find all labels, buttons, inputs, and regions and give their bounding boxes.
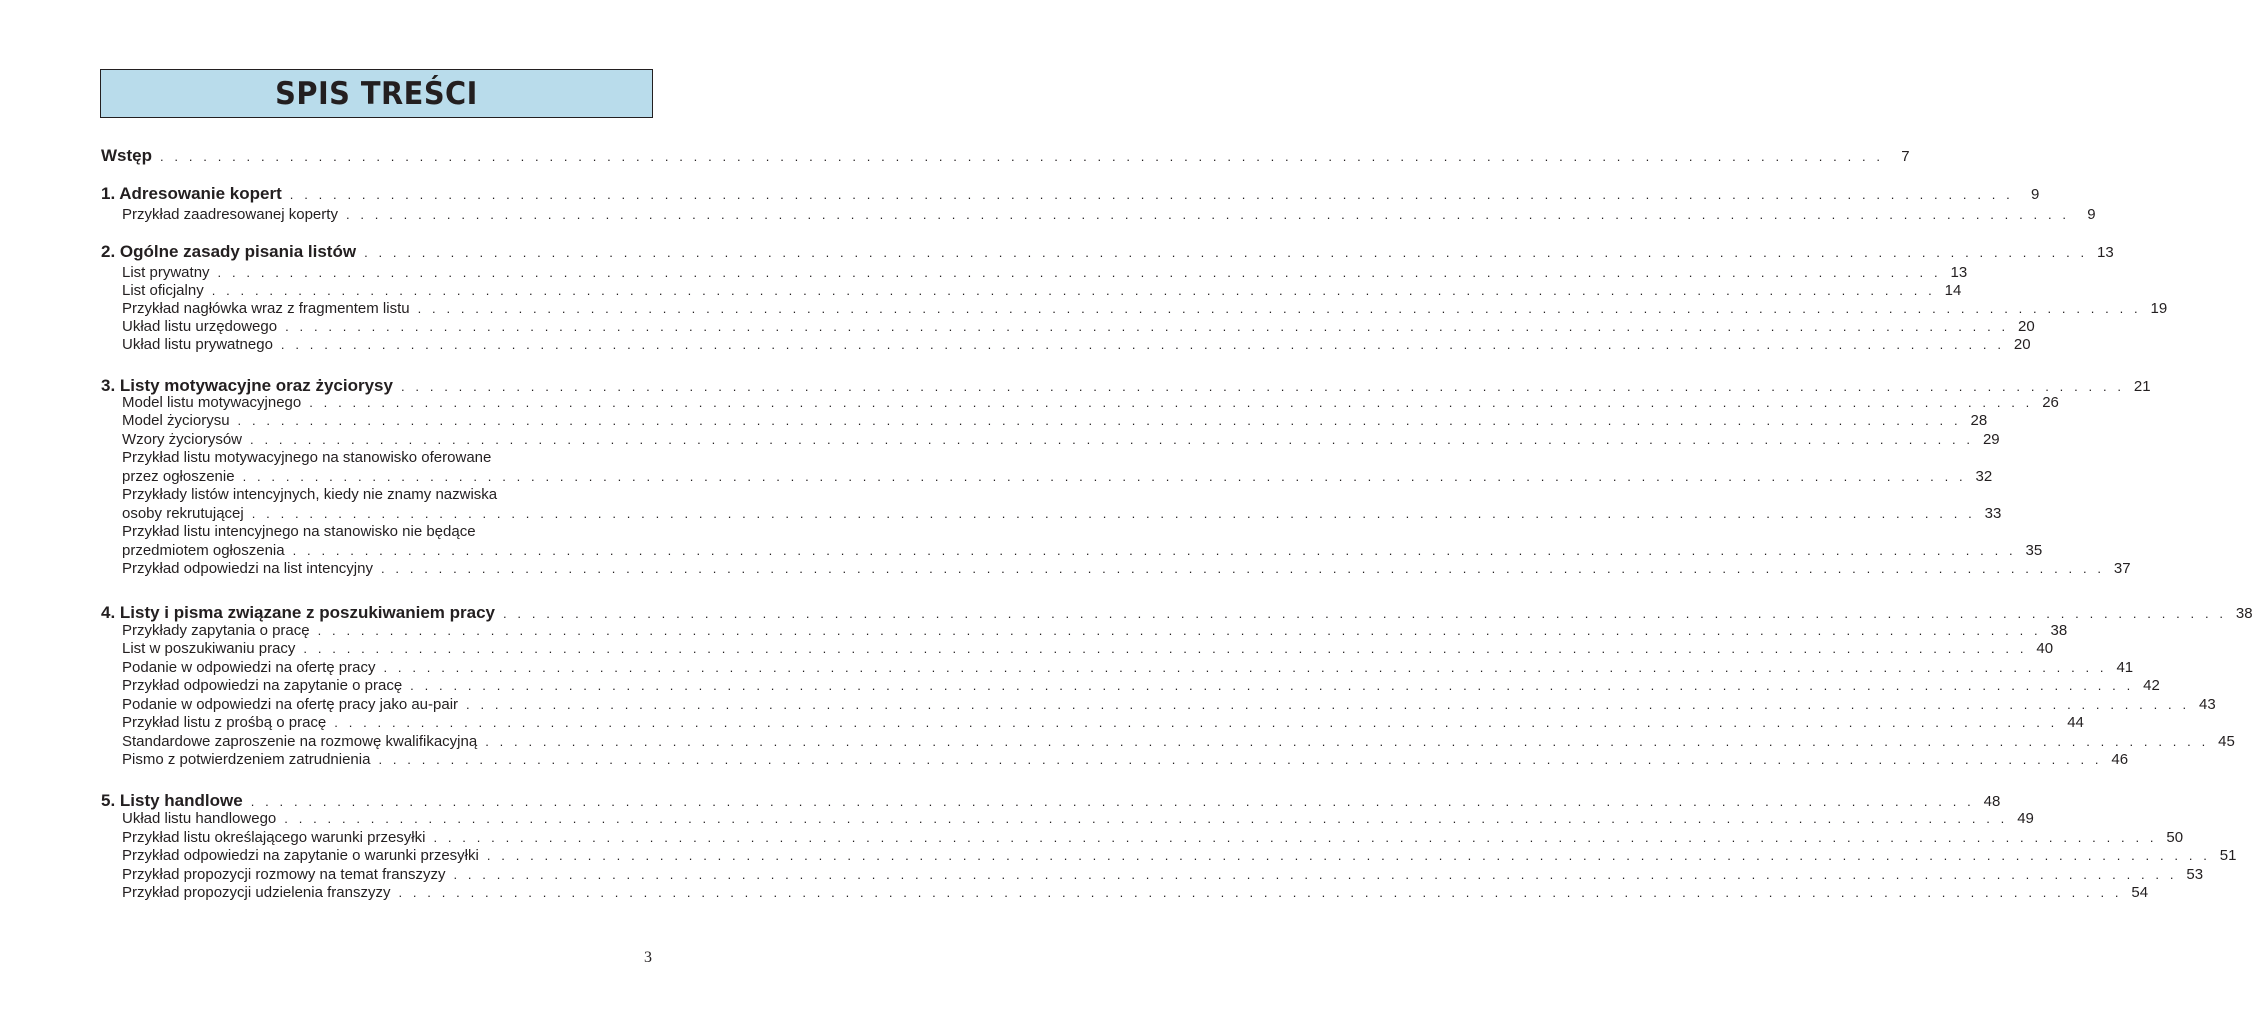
toc-subentry xyxy=(122,810,2034,827)
dot-leader: . . . . . . . . . . . . . . . . . . . . . . . . . . . . . . . . . . . . . . . . . . . . . . . . . . . . . . . . . . . . . . . . . . . . . . . . . . . . . . . . . . . . . . . . . . . . . . . . . . . . . . . . . . . . . . . . . . . . . . . . xyxy=(242,469,1967,484)
toc-subentry xyxy=(122,640,2054,657)
toc-entry-title: Przykłady listów intencyjnych, kiedy nie znamy nazwiska xyxy=(122,486,498,503)
toc-page-number: 38 xyxy=(2235,605,2253,622)
dot-leader: . . . . . . . . . . . . . . . . . . . . . . . . . . . . . . . . . . . . . . . . . . . . . . . . . . . . . . . . . . . . . . . . . . . . . . . . . . . . . . . . . . . . . . . . . . . . . . . . . . . . . . . . . . . . . . . . . . . . . . . . xyxy=(309,395,2033,410)
dot-leader: . . . . . . . . . . . . . . . . . . . . . . . . . . . . . . . . . . . . . . . . . . . . . . . . . . . . . . . . . . . . . . . . . . . . . . . . . . . . . . . . . . . . . . . . . . . . . . . . . . . . . . . . . . . . . . . . . . . . . . . . xyxy=(250,794,1975,809)
dot-leader: . . . . . . . . . . . . . . . . . . . . . . . . . . . . . . . . . . . . . . . . . . . . . . . . . . . . . . . . . . . . . . . . . . . . . . . . . . . . . . . . . . . . . . . . . . . . . . . . . . . . . . . . . . . . . . . . . . . . . . . . xyxy=(251,506,1976,521)
toc-subentry xyxy=(122,412,1988,429)
toc-subentry xyxy=(122,696,2216,713)
toc-chapter-entry xyxy=(101,184,2040,204)
toc-entry-title: Pismo z potwierdzeniem zatrudnienia xyxy=(122,751,371,768)
page-number: 3 xyxy=(644,949,652,966)
dot-leader: . . . . . . . . . . . . . . . . . . . . . . . . . . . . . . . . . . . . . . . . . . . . . . . . . . . . . . . . . . . . . . . . . . . . . . . . . . . . . . . . . . . . . . . . . . . . . . . . . . . . . . . . . . . . . . . . . . . . . . . . xyxy=(345,207,2070,222)
toc-subentry xyxy=(122,282,1962,299)
dot-leader: . . . . . . . . . . . . . . . . . . . . . . . . . . . . . . . . . . . . . . . . . . . . . . . . . . . . . . . . . . . . . . . . . . . . . . . . . . . . . . . . . . . . . . . . . . . . . . . . . . . . . . . . . . . . . . . . . . . . . . . . xyxy=(398,885,2123,900)
toc-subentry xyxy=(122,394,2059,411)
toc-subentry xyxy=(122,829,2184,846)
toc-entry-title: Wzory życiorysów xyxy=(122,431,243,448)
toc-entry-title: Przykład propozycji rozmowy na temat franszyzy xyxy=(122,866,446,883)
toc-entry-title: Przykład zaadresowanej koperty xyxy=(122,206,338,223)
toc-subentry xyxy=(122,659,2134,676)
toc-entry-title: przez ogłoszenie xyxy=(122,468,235,485)
toc-page-number: 7 xyxy=(1901,148,1910,165)
dot-leader: . . . . . . . . . . . . . . . . . . . . . . . . . . . . . . . . . . . . . . . . . . . . . . . . . . . . . . . . . . . . . . . . . . . . . . . . . . . . . . . . . . . . . . . . . . . . . . . . . . . . . . . . . . . . . . . . . . . . . . . . xyxy=(285,319,2009,334)
toc-entry-title: List w poszukiwaniu pracy xyxy=(122,640,296,657)
dot-leader: . . . . . . . . . . . . . . . . . . . . . . . . . . . . . . . . . . . . . . . . . . . . . . . . . . . . . . . . . . . . . . . . . . . . . . . . . . . . . . . . . . . . . . . . . . . . . . . . . . . . . . . . . . . . . . . . . . . . . . . . xyxy=(410,678,2134,693)
toc-entry-title: 5. Listy handlowe xyxy=(101,791,243,810)
toc-subentry xyxy=(122,431,2000,448)
dot-leader: . . . . . . . . . . . . . . . . . . . . . . . . . . . . . . . . . . . . . . . . . . . . . . . . . . . . . . . . . . . . . . . . . . . . . . . . . . . . . . . . . . . . . . . . . . . . . . . . . . . . . . . . . . . . . . . . . . . . . . . . xyxy=(211,283,1936,298)
dot-leader: . . . . . . . . . . . . . . . . . . . . . . . . . . . . . . . . . . . . . . . . . . . . . . . . . . . . . . . . . . . . . . . . . . . . . . . . . . . . . . . . . . . . . . . . . . . . . . . . . . . . . . . . . . . . . . . . . . . . . . . . xyxy=(317,623,2042,638)
toc-page-number: 9 xyxy=(2087,206,2096,223)
toc-subentry xyxy=(122,318,2035,335)
toc-page-number: 38 xyxy=(2050,622,2068,639)
toc-entry-title: Podanie w odpowiedzi na ofertę pracy xyxy=(122,659,376,676)
toc-entry-title: List oficjalny xyxy=(122,282,204,299)
toc-entry-title: 4. Listy i pisma związane z poszukiwaniem pracy xyxy=(101,603,495,622)
toc-page-number: 42 xyxy=(2143,677,2160,694)
dot-leader: . . . . . . . . . . . . . . . . . . . . . . . . . . . . . . . . . . . . . . . . . . . . . . . . . . . . . . . . . . . . . . . . . . . . . . . . . . . . . . . . . . . . . . . . . . . . . . . . . . . . . . . . . . . . . . . . . . . . . . . . xyxy=(466,697,2190,712)
toc-subentry xyxy=(122,560,2131,577)
dot-leader: . . . . . . . . . . . . . . . . . . . . . . . . . . . . . . . . . . . . . . . . . . . . . . . . . . . . . . . . . . . . . . . . . . . . . . . . . . . . . . . . . . . . . . . . . . . . . . . . . . . . . . . . . . . . . . . . . . . . . . . . xyxy=(284,811,2008,826)
toc-entry-title: Przykłady zapytania o pracę xyxy=(122,622,310,639)
toc-subentry xyxy=(122,733,2235,750)
toc-page-number: 43 xyxy=(2198,696,2216,713)
dot-leader: . . . . . . . . . . . . . . . . . . . . . . . . . . . . . . . . . . . . . . . . . . . . . . . . . . . . . . . . . . . . . . . . . . . . . . . . . . . . . . . . . . . . . . . . . . . . . . . . . . . . . . . . . . . . . . . . . . . . . . . . xyxy=(217,265,1942,280)
toc-subentry xyxy=(122,206,2096,223)
toc-subentry xyxy=(122,505,2002,522)
toc-page-number: 13 xyxy=(1950,264,1968,281)
toc-subentry xyxy=(122,542,2043,559)
dot-leader: . . . . . . . . . . . . . . . . . . . . . . . . . . . . . . . . . . . . . . . . . . . . . . . . . . . . . . . . . . . . . . . . . . . . . . . . . . . . . . . . . . . . . . . . . . . . . . . . . . . . . . . . . . . . . . . . . . . . . . . . xyxy=(289,187,2014,202)
toc-subentry xyxy=(122,714,2084,731)
toc-entry-title: Model życiorysu xyxy=(122,412,230,429)
toc-page-number: 20 xyxy=(2013,336,2031,353)
toc-entry-title: Przykład odpowiedzi na list intencyjny xyxy=(122,560,373,577)
toc-entry-title: Układ listu urzędowego xyxy=(122,318,278,335)
dot-leader: . . . . . . . . . . . . . . . . . . . . . . . . . . . . . . . . . . . . . . . . . . . . . . . . . . . . . . . . . . . . . . . . . . . . . . . . . . . . . . . . . . . . . . . . . . . . . . . . . . . . . . . . . . . . . . . . . . . . . . . . xyxy=(383,660,2108,675)
toc-entry-title: Wstęp xyxy=(101,146,152,165)
toc-page-number: 45 xyxy=(2218,733,2235,750)
toc-page-number: 19 xyxy=(2150,300,2168,317)
dot-leader: . . . . . . . . . . . . . . . . . . . . . . . . . . . . . . . . . . . . . . . . . . . . . . . . . . . . . . . . . . . . . . . . . . . . . . . . . . . . . . . . . . . . . . . . . . . . . . . . . . . . . . . . . . . . . . . . . . . . . . . . xyxy=(417,301,2142,316)
toc-page-number: 49 xyxy=(2017,810,2034,827)
toc-page-number: 29 xyxy=(1982,431,2000,448)
toc-page-number: 54 xyxy=(2131,884,2149,901)
toc-subentry xyxy=(122,751,2129,768)
toc-entry-title: osoby rekrutującej xyxy=(122,505,244,522)
toc-entry-title: Model listu motywacyjnego xyxy=(122,394,302,411)
toc-page-number: 51 xyxy=(2219,847,2237,864)
toc-chapter-entry xyxy=(101,146,1910,166)
toc-entry-title: Przykład odpowiedzi na zapytanie o pracę xyxy=(122,677,403,694)
toc-entry-title: Przykład propozycji udzielenia franszyzy xyxy=(122,884,391,901)
toc-entry-title: Podanie w odpowiedzi na ofertę pracy jako au-pair xyxy=(122,696,459,713)
toc-page-number: 53 xyxy=(2186,866,2204,883)
toc-subentry xyxy=(122,622,2068,639)
toc-page-number: 46 xyxy=(2111,751,2129,768)
dot-leader: . . . . . . . . . . . . . . . . . . . . . . . . . . . . . . . . . . . . . . . . . . . . . . . . . . . . . . . . . . . . . . . . . . . . . . . . . . . . . . . . . . . . . . . . . . . . . . . . . . . . . . . . . . . . . . . . . . . . . . . . xyxy=(453,867,2178,882)
toc-page-number: 13 xyxy=(2097,244,2114,261)
dot-leader: . . . . . . . . . . . . . . . . . . . . . . . . . . . . . . . . . . . . . . . . . . . . . . . . . . . . . . . . . . . . . . . . . . . . . . . . . . . . . . . . . . . . . . . . . . . . . . . . . . . . . . . . . . . . . . . . . . . . . . . . xyxy=(237,413,1962,428)
toc-subentry xyxy=(122,336,2031,353)
toc-page-number: 50 xyxy=(2166,829,2184,846)
dot-leader: . . . . . . . . . . . . . . . . . . . . . . . . . . . . . . . . . . . . . . . . . . . . . . . . . . . . . . . . . . . . . . . . . . . . . . . . . . . . . . . . . . . . . . . . . . . . . . . . . . . . . . . . . . . . . . . . . . . . . . . . xyxy=(292,543,2017,558)
toc-page-number: 40 xyxy=(2036,640,2054,657)
toc-subentry xyxy=(122,468,1993,485)
toc-page-number: 9 xyxy=(2031,186,2040,203)
toc-page-number: 21 xyxy=(2133,378,2151,395)
toc-chapter-entry xyxy=(101,791,2001,811)
dot-leader: . . . . . . . . . . . . . . . . . . . . . . . . . . . . . . . . . . . . . . . . . . . . . . . . . . . . . . . . . . . . . . . . . . . . . . . . . . . . . . . . . . . . . . . . . . . . . . . . . . . . . . . . . . . . . . . . . . . . . . . . xyxy=(400,379,2125,394)
toc-subentry xyxy=(122,866,2204,883)
toc-entry-title: List prywatny xyxy=(122,264,210,281)
toc-entry-title: Przykład nagłówka wraz z fragmentem listu xyxy=(122,300,410,317)
toc-entry-title: Przykład listu intencyjnego na stanowisko nie będące xyxy=(122,523,476,540)
toc-page-number: 14 xyxy=(1944,282,1962,299)
toc-entry-title: Przykład odpowiedzi na zapytanie o warunki przesyłki xyxy=(122,847,479,864)
toc-entry-title: 2. Ogólne zasady pisania listów xyxy=(101,242,357,261)
toc-page-number: 48 xyxy=(1983,793,2001,810)
toc-page-number: 33 xyxy=(1984,505,2002,522)
toc-entry-title: Przykład listu określającego warunki przesyłki xyxy=(122,829,426,846)
toc-subentry xyxy=(122,449,653,466)
page-title: SPIS TREŚCI xyxy=(275,76,478,112)
toc-page-number: 41 xyxy=(2116,659,2134,676)
dot-leader: . . . . . . . . . . . . . . . . . . . . . . . . . . . . . . . . . . . . . . . . . . . . . . . . . . . . . . . . . . . . . . . . . . . . . . . . . . . . . . . . . . . . . . . . . . . . . . . . . . . . . . . . . . . . . . . . . . . . . . . . xyxy=(378,752,2103,767)
dot-leader: . . . . . . . . . . . . . . . . . . . . . . . . . . . . . . . . . . . . . . . . . . . . . . . . . . . . . . . . . . . . . . . . . . . . . . . . . . . . . . . . . . . . . . . . . . . . . . . . . . . . . . . . . . . . . . . . . . . . . . . . xyxy=(486,848,2211,863)
toc-entry-title: 1. Adresowanie kopert xyxy=(101,184,282,203)
dot-leader: . . . . . . . . . . . . . . . . . . . . . . . . . . . . . . . . . . . . . . . . . . . . . . . . . . . . . . . . . . . . . . . . . . . . . . . . . . . . . . . . . . . . . . . . . . . . . . . . . . . . . . . . . . . . . . . . . . . . . . . . xyxy=(380,561,2105,576)
toc-entry-title: 3. Listy motywacyjne oraz życiorysy xyxy=(101,376,393,395)
toc-entry-title: Przykład listu z prośbą o pracę xyxy=(122,714,327,731)
toc-entry-title: Przykład listu motywacyjnego na stanowisko oferowane xyxy=(122,449,492,466)
toc-page-number: 28 xyxy=(1970,412,1988,429)
dot-leader: . . . . . . . . . . . . . . . . . . . . . . . . . . . . . . . . . . . . . . . . . . . . . . . . . . . . . . . . . . . . . . . . . . . . . . . . . . . . . . . . . . . . . . . . . . . . . . . . . . . . . . . . . . . . . . . . . . . . . . . . xyxy=(433,830,2158,845)
dot-leader: . . . . . . . . . . . . . . . . . . . . . . . . . . . . . . . . . . . . . . . . . . . . . . . . . . . . . . . . . . . . . . . . . . . . . . . . . . . . . . . . . . . . . . . . . . . . . . . . . . . . . . . . . . . . . . . . . . . . . . . . xyxy=(364,245,2088,260)
toc-page-number: 35 xyxy=(2025,542,2043,559)
toc-subentry xyxy=(122,677,2160,694)
toc-subentry xyxy=(122,300,2168,317)
dot-leader: . . . . . . . . . . . . . . . . . . . . . . . . . . . . . . . . . . . . . . . . . . . . . . . . . . . . . . . . . . . . . . . . . . . . . . . . . . . . . . . . . . . . . . . . . . . . . . . . . . . . . . . . . . . . . . . . . . . . . . . . xyxy=(280,337,2005,352)
toc-entry-title: Układ listu handlowego xyxy=(122,810,277,827)
toc-subentry xyxy=(122,523,653,540)
toc-page-number: 44 xyxy=(2067,714,2084,731)
toc-subentry xyxy=(122,884,2149,901)
toc-entry-title: Standardowe zaproszenie na rozmowę kwalifikacyjną xyxy=(122,733,478,750)
toc-page-number: 20 xyxy=(2018,318,2035,335)
toc-subentry xyxy=(122,486,653,503)
toc-chapter-entry xyxy=(101,242,2114,262)
dot-leader: . . . . . . . . . . . . . . . . . . . . . . . . . . . . . . . . . . . . . . . . . . . . . . . . . . . . . . . . . . . . . . . . . . . . . . . . . . . . . . . . . . . . . . . . . . . . . . . . . . . . . . . . . . . . . . . . . . . . . . . . xyxy=(303,641,2028,656)
toc-page-number: 26 xyxy=(2042,394,2059,411)
dot-leader: . . . . . . . . . . . . . . . . . . . . . . . . . . . . . . . . . . . . . . . . . . . . . . . . . . . . . . . . . . . . . . . . . . . . . . . . . . . . . . . . . . . . . . . . . . . . . . . . . . . . . . . . . . . . . . . . . . . . . . . . xyxy=(250,432,1974,447)
toc-entry-title: Układ listu prywatnego xyxy=(122,336,273,353)
toc-entry-title: przedmiotem ogłoszenia xyxy=(122,542,285,559)
toc-chapter-entry xyxy=(101,376,2151,396)
toc-chapter-entry xyxy=(101,603,2253,623)
toc-subentry xyxy=(122,264,1968,281)
toc-page-number: 37 xyxy=(2113,560,2131,577)
dot-leader: . . . . . . . . . . . . . . . . . . . . . . . . . . . . . . . . . . . . . . . . . . . . . . . . . . . . . . . . . . . . . . . . . . . . . . . . . . . . . . . . . . . . . . . . . . . . . . . . . . . . . . . . . . . . . . . . . . . . . . . . xyxy=(485,734,2209,749)
dot-leader: . . . . . . . . . . . . . . . . . . . . . . . . . . . . . . . . . . . . . . . . . . . . . . . . . . . . . . . . . . . . . . . . . . . . . . . . . . . . . . . . . . . . . . . . . . . . . . . . . . . . . . . . . . . . . . . . . . . . . . . . xyxy=(502,606,2227,621)
dot-leader: . . . . . . . . . . . . . . . . . . . . . . . . . . . . . . . . . . . . . . . . . . . . . . . . . . . . . . . . . . . . . . . . . . . . . . . . . . . . . . . . . . . . . . . . . . . . . . . . . . . . . . . . . . . . . . . . . . . . . . . . xyxy=(160,149,1884,164)
toc-page-number: 32 xyxy=(1975,468,1993,485)
dot-leader: . . . . . . . . . . . . . . . . . . . . . . . . . . . . . . . . . . . . . . . . . . . . . . . . . . . . . . . . . . . . . . . . . . . . . . . . . . . . . . . . . . . . . . . . . . . . . . . . . . . . . . . . . . . . . . . . . . . . . . . . xyxy=(334,715,2058,730)
toc-subentry xyxy=(122,847,2237,864)
